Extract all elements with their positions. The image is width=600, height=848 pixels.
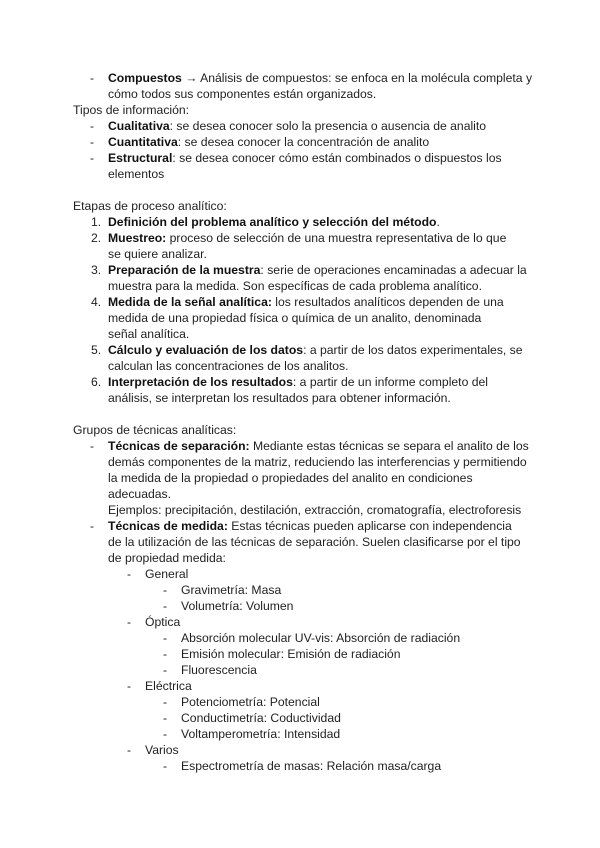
step-number: 4.	[91, 295, 102, 309]
category-optica	[0, 614, 600, 630]
step-description: : a partir de los datos experimentales, se calculan las concentraciones de los analitos.	[108, 343, 523, 373]
bullet-marker: -	[127, 615, 132, 629]
technique-item	[0, 582, 600, 598]
bullet-marker: -	[127, 743, 132, 757]
category-label: General	[145, 567, 189, 581]
estructural-description: : se desea conocer cómo están combinados o dispuestos los elementos	[108, 151, 502, 181]
document-page	[0, 70, 600, 774]
step-number: 6.	[91, 375, 102, 389]
step-number: 1.	[91, 215, 102, 229]
technique-label: Conductimetría: Coductividad	[181, 711, 341, 725]
step-description: : a partir de un informe completo del análisis, se interpretan los resultados para obtener información.	[108, 375, 488, 405]
bullet-marker: -	[90, 519, 95, 533]
term-medida: Técnicas de medida:	[108, 519, 228, 533]
bullet-marker: -	[163, 759, 168, 773]
technique-label: Volumetría: Volumen	[181, 599, 294, 613]
cuantitativa-description: : se desea conocer la concentración de analito	[177, 135, 430, 149]
bullet-marker: -	[163, 599, 168, 613]
bullet-marker: -	[163, 695, 168, 709]
bullet-separacion	[0, 438, 532, 502]
category-label: Varios	[145, 743, 179, 757]
technique-item	[0, 710, 600, 726]
bullet-marker: -	[127, 567, 132, 581]
step-number: 3.	[91, 263, 102, 277]
bullet-text	[108, 70, 540, 102]
bullet-marker: -	[90, 135, 95, 149]
bullet-marker: -	[163, 727, 168, 741]
technique-item	[0, 646, 600, 662]
bullet-marker: -	[90, 439, 95, 453]
bullet-marker: -	[163, 583, 168, 597]
term-cuantitativa: Cuantitativa	[108, 135, 178, 149]
separacion-examples: Ejemplos: precipitación, destilación, extracción, cromatografía, electroforesis	[108, 503, 522, 517]
cualitativa-description: : se desea conocer solo la presencia o ausencia de analito	[169, 119, 487, 133]
technique-label: Gravimetría: Masa	[181, 583, 282, 597]
heading-grupos: Grupos de técnicas analíticas:	[73, 423, 237, 437]
bullet-compuestos	[0, 70, 540, 102]
category-general	[0, 566, 600, 582]
step-term: Preparación de la muestra	[108, 263, 261, 277]
bullet-marker: -	[90, 119, 95, 133]
bullet-estructural	[0, 150, 520, 182]
step-1	[0, 214, 540, 230]
term-compuestos: Compuestos	[108, 71, 182, 85]
arrow-symbol: →	[185, 71, 198, 85]
category-label: Óptica	[145, 615, 181, 629]
technique-label: Potenciometría: Potencial	[181, 695, 320, 709]
bullet-marker: -	[90, 151, 95, 165]
bullet-marker: -	[163, 663, 168, 677]
bullet-marker: -	[163, 711, 168, 725]
separacion-description: Mediante estas técnicas se separa el analito de los demás componentes de la matriz, reduciendo las interferencias y permitiendo la medida de la propiedad o propiedades del analito en condiciones adecuadas.	[108, 439, 529, 501]
term-estructural: Estructural	[108, 151, 173, 165]
step-number: 2.	[91, 231, 102, 245]
bullet-marker: -	[90, 71, 95, 85]
term-separacion: Técnicas de separación:	[108, 439, 250, 453]
step-3	[0, 262, 528, 294]
compuestos-description: Análisis de compuestos: se enfoca en la molécula completa y cómo todos sus componentes están organizados.	[108, 71, 533, 101]
technique-label: Voltamperometría: Intensidad	[181, 727, 341, 741]
bullet-marker: -	[163, 631, 168, 645]
technique-label: Espectrometría de masas: Relación masa/carga	[181, 759, 442, 773]
step-description: los resultados analíticos dependen de una medida de una propiedad física o química de un analito, denominada señal analítica.	[108, 295, 504, 341]
step-description: proceso de selección de una muestra representativa de lo que se quiere analizar.	[108, 231, 507, 261]
category-label: Eléctrica	[145, 679, 192, 693]
bullet-marker: -	[127, 679, 132, 693]
heading-tipos: Tipos de información:	[73, 103, 190, 117]
technique-label: Absorción molecular UV-vis: Absorción de radiación	[181, 631, 461, 645]
technique-label: Emisión molecular: Emisión de radiación	[181, 647, 401, 661]
category-varios	[0, 742, 600, 758]
bullet-medida	[0, 518, 528, 566]
technique-item	[0, 630, 600, 646]
step-4	[0, 294, 512, 342]
technique-item	[0, 758, 600, 774]
bullet-cualitativa	[0, 118, 540, 134]
step-term: Muestreo:	[108, 231, 167, 245]
technique-item	[0, 726, 600, 742]
step-term: Medida de la señal analítica:	[108, 295, 272, 309]
term-cualitativa: Cualitativa	[108, 119, 170, 133]
step-description: .	[436, 215, 440, 229]
step-number: 5.	[91, 343, 102, 357]
technique-item	[0, 662, 600, 678]
bullet-marker: -	[163, 647, 168, 661]
medida-description: Estas técnicas pueden aplicarse con independencia de la utilización de las técnicas de separación. Suelen clasificarse por el tipo de propiedad medida:	[108, 519, 521, 565]
step-term: Interpretación de los resultados	[108, 375, 293, 389]
bullet-cuantitativa	[0, 134, 540, 150]
step-2	[0, 230, 520, 262]
step-description: : serie de operaciones encaminadas a adecuar la muestra para la medida. Son específicas de cada problema analítico.	[108, 263, 527, 293]
step-6	[0, 374, 488, 406]
technique-item	[0, 694, 600, 710]
step-term: Definición del problema analítico y selección del método	[108, 215, 437, 229]
technique-label: Fluorescencia	[181, 663, 257, 677]
heading-etapas: Etapas de proceso analítico:	[73, 199, 227, 213]
category-electrica	[0, 678, 600, 694]
step-term: Cálculo y evaluación de los datos	[108, 343, 304, 357]
technique-item	[0, 598, 600, 614]
step-5	[0, 342, 524, 374]
